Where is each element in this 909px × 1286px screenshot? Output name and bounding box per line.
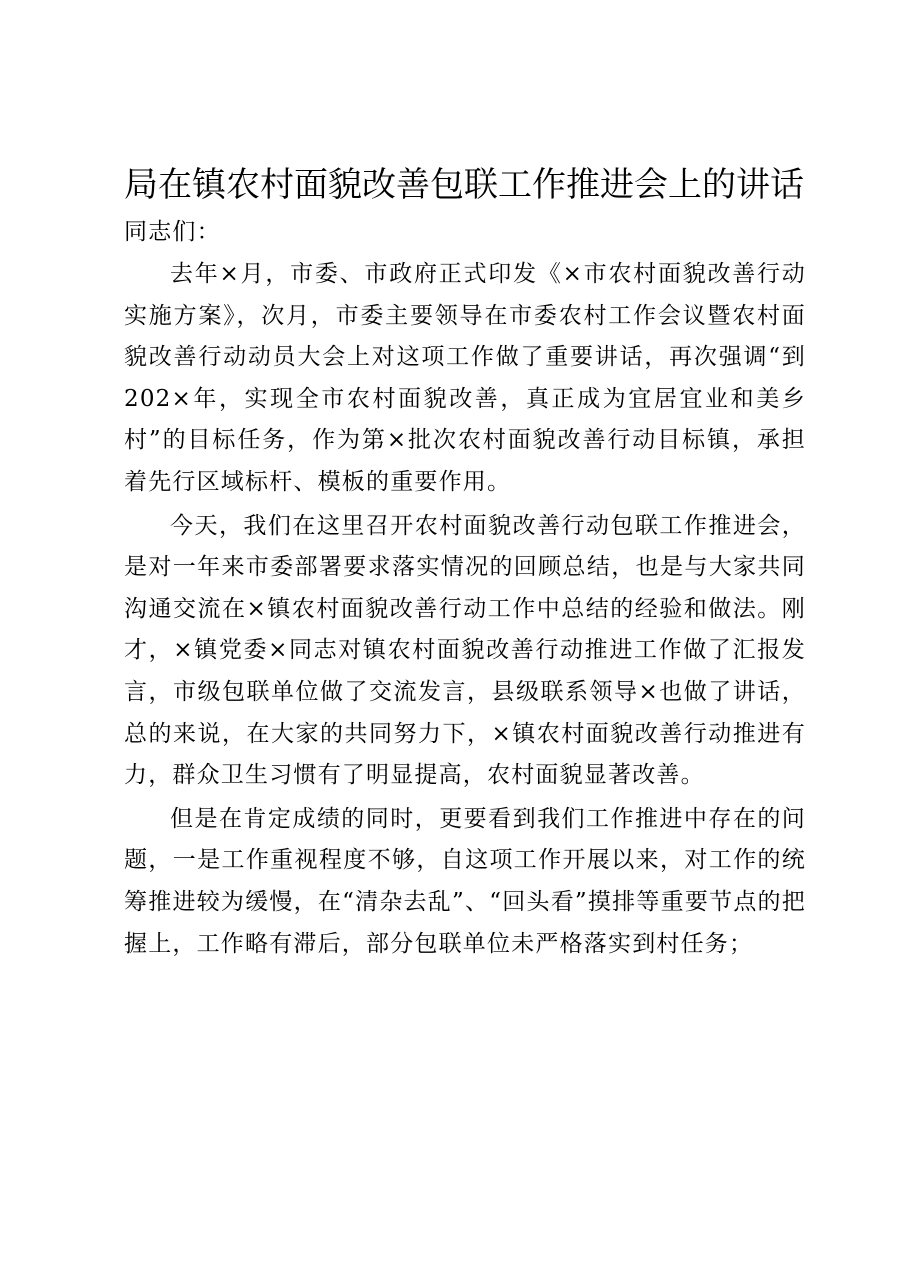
document-body [124,210,806,965]
paragraph-2: 今天，我们在这里召开农村面貌改善行动包联工作推进会，是对一年来市委部署要求落实情况的回顾总结，也是与大家共同沟通交流在×镇农村面貌改善行动工作中总结的经验和做法。刚才，×镇党委×同志对镇农村面貌改善行动推进工作做了汇报发言，市级包联单位做了交流发言，县级联系领导×也做了讲话，总的来说，在大家的共同努力下，×镇农村面貌改善行动推进有力，群众卫生习惯有了明显提高，农村面貌显著改善。 [124,512,806,789]
paragraph-1: 去年×月，市委、市政府正式印发《×市农村面貌改善行动实施方案》，次月，市委主要领导在市委农村工作会议暨农村面貌改善行动动员大会上对这项工作做了重要讲话，再次强调“到202×年，实现全市农村面貌改善，真正成为宜居宜业和美乡村”的目标任务，作为第×批次农村面貌改善行动目标镇，承担着先行区域标杆、模板的重要作用。 [124,261,806,495]
paragraph-3: 但是在肯定成绩的同时，更要看到我们工作推进中存在的问题，一是工作重视程度不够，自这项工作开展以来，对工作的统筹推进较为缓慢，在“清杂去乱”、“回头看”摸排等重要节点的把握上，工作略有滞后，部分包联单位未严格落实到村任务； [124,805,806,957]
document-title: 局在镇农村面貌改善包联工作推进会上的讲话 [124,165,804,205]
salutation: 同志们： [124,219,221,245]
